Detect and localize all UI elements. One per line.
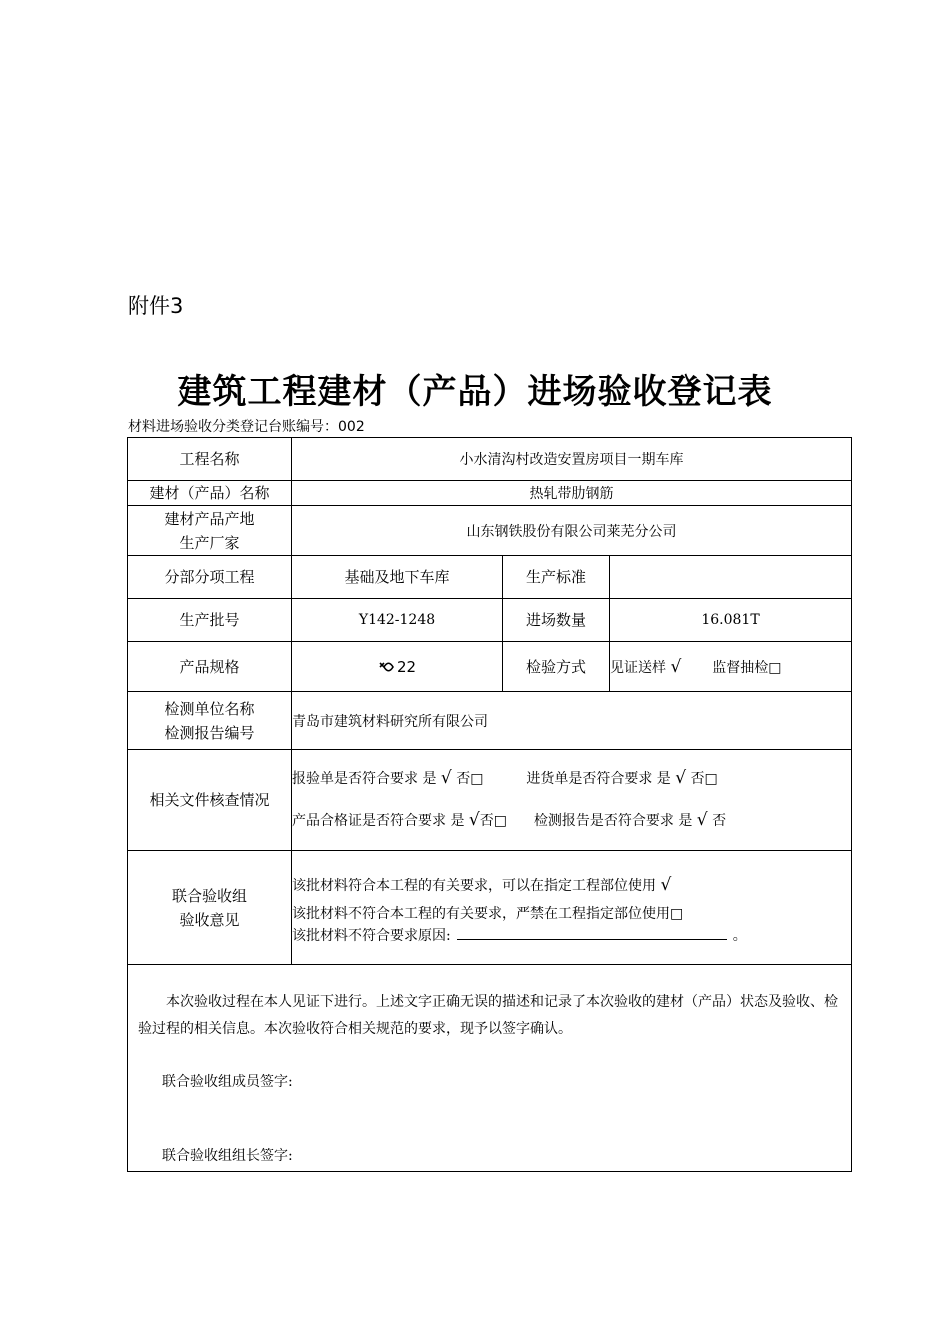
opinion-pass-line [292,875,851,895]
inspection-request-no: 否□ [456,771,484,787]
spec-label: 产品规格 [128,642,292,692]
row-opinion [128,851,852,965]
row-subproject [128,556,852,599]
certificate-check: √ [468,810,480,830]
row-spec [128,642,852,692]
inspection-method-cell [610,642,852,692]
certificate-no: 否□ [479,813,507,829]
attachment-label: 附件3 [128,294,184,318]
row-material-name [128,481,852,506]
row-manufacturer [128,506,852,556]
inspection-request-check: √ [440,768,452,788]
witness-sampling-check: √ [670,656,682,677]
row-declaration [128,965,852,1172]
quantity-value: 16.081T [610,599,852,642]
inspection-method-label: 检验方式 [503,642,610,692]
document-title: 建筑工程建材（产品）进场验收登记表 [177,372,773,412]
leader-signature-label: 联合验收组组长签字: [162,1148,293,1164]
opinion-fail-line: 该批材料不符合本工程的有关要求，严禁在工程指定部位使用□ [292,906,684,922]
opinion-label-line2: 验收意见 [179,910,240,929]
material-name-value: 热轧带肋钢筋 [292,481,852,506]
spec-cell [292,642,503,692]
documents-label: 相关文件核查情况 [128,750,292,851]
delivery-note-no: 否□ [690,771,718,787]
opinion-label [128,851,292,965]
lab-label-line2: 检测报告编号 [164,723,255,742]
batch-label: 生产批号 [128,599,292,642]
member-signature-label: 联合验收组成员签字: [162,1074,293,1090]
acceptance-form [127,437,852,1172]
origin-label-line2: 生产厂家 [179,533,240,552]
lab-label [128,692,292,750]
standard-value [610,556,852,599]
subproject-label: 分部分项工程 [128,556,292,599]
documents-row-1 [292,768,851,788]
declaration-text: 本次验收过程在本人见证下进行。上述文字正确无误的描述和记录了本次验收的建材（产品）状态及验收、检验过程的相关信息。本次验收符合相关规范的要求，现予以签字确认。 [138,994,838,1037]
opinion-reason-text: 该批材料不符合要求原因: [292,928,451,944]
inspection-request-text: 报验单是否符合要求 是 [292,771,437,787]
manufacturer-value: 山东钢铁股份有限公司莱芜分公司 [292,506,852,556]
ledger-number: 材料进场验收分类登记台账编号：002 [128,419,365,435]
batch-value: Y142-1248 [292,599,503,642]
test-report-check: √ [696,810,708,830]
row-batch [128,599,852,642]
row-lab [128,692,852,750]
witness-sampling-text: 见证送样 [610,659,666,676]
delivery-note-check: √ [675,768,687,788]
certificate-text: 产品合格证是否符合要求 是 [292,813,465,829]
opinion-pass-text: 该批材料符合本工程的有关要求，可以在指定工程部位使用 [292,878,656,894]
supervision-sampling-text: 监督抽检□ [712,659,782,676]
opinion-reason-line [292,925,851,945]
opinion-reason-end: 。 [732,928,747,944]
declaration-cell [128,965,852,1172]
spec-value: 22 [396,657,417,676]
rebar-diameter-icon [378,661,396,673]
row-project-name [128,438,852,481]
project-name-label: 工程名称 [128,438,292,481]
standard-label: 生产标准 [503,556,610,599]
origin-label-line1: 建材产品产地 [164,509,255,528]
lab-label-line1: 检测单位名称 [164,699,255,718]
opinion-reason-blank [457,927,727,940]
opinion-label-line1: 联合验收组 [171,886,247,905]
delivery-note-text: 进货单是否符合要求 是 [526,771,671,787]
row-documents [128,750,852,851]
test-report-no: 否 [712,813,727,829]
opinion-cell [292,851,852,965]
project-name-value: 小水清沟村改造安置房项目一期车库 [292,438,852,481]
documents-row-2 [292,810,851,830]
lab-value: 青岛市建筑材料研究所有限公司 [292,692,852,750]
documents-cell [292,750,852,851]
origin-label [128,506,292,556]
subproject-value: 基础及地下车库 [292,556,503,599]
material-name-label: 建材（产品）名称 [128,481,292,506]
quantity-label: 进场数量 [503,599,610,642]
opinion-pass-check: √ [660,875,672,895]
test-report-text: 检测报告是否符合要求 是 [533,813,693,829]
